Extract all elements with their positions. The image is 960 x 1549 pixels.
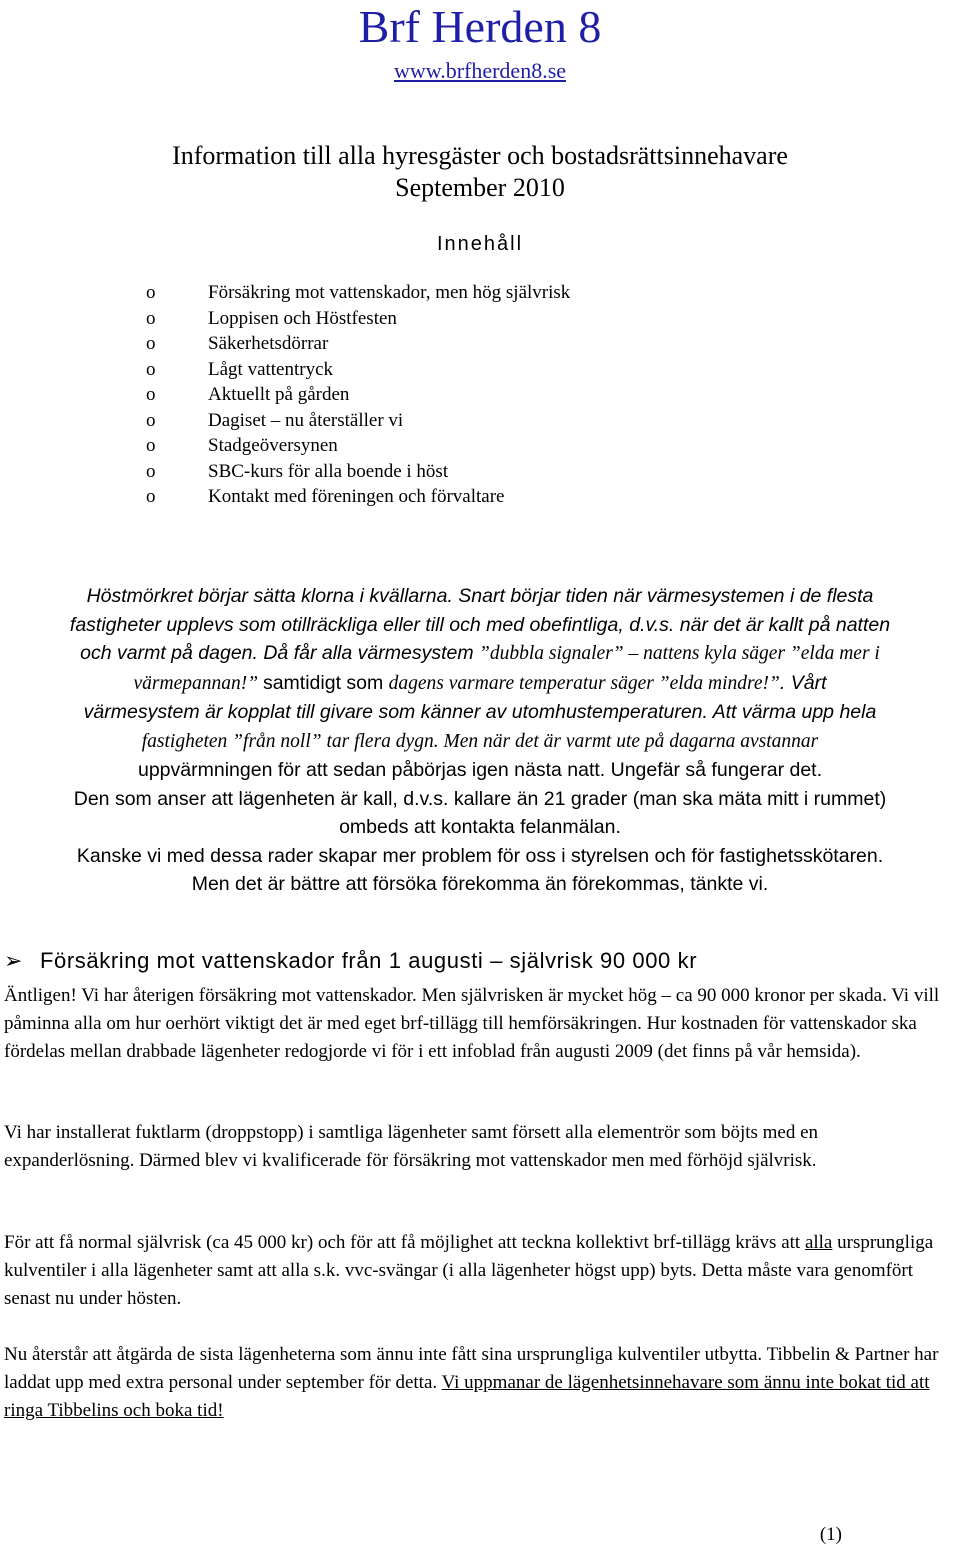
info-date: September 2010	[395, 173, 565, 202]
website-link[interactable]: www.brfherden8.se	[393, 58, 567, 83]
bullet-icon: o	[146, 384, 156, 405]
paragraph-text: Nu återstår att åtgärda de sista lägenheterna som ännu inte fått sina ursprungliga kulventiler utbytta. Tibbelin & Partner har laddat upp med extra personal under september för detta.	[4, 1344, 939, 1393]
toc-item-label: Dagiset – nu återställer vi	[208, 409, 404, 431]
intro-line: Kanske vi med dessa rader skapar mer problem för oss i styrelsen och för fastighetsskötaren.	[76, 844, 884, 867]
intro-line: Men det är bättre att försöka förekomma än förekommas, tänkte vi.	[191, 873, 769, 895]
bullet-icon: o	[146, 460, 156, 482]
arrow-bullet-icon: ➢	[4, 948, 24, 973]
toc-item	[0, 408, 960, 434]
toc-item-label: Kontakt med föreningen och förvaltare	[208, 486, 505, 507]
intro-quote: dagens varmare temperatur säger ”elda mindre!”	[388, 672, 780, 694]
intro-line	[0, 727, 960, 757]
intro-paragraph	[0, 582, 960, 899]
bullet-icon: o	[146, 409, 156, 431]
intro-line: Den som anser att lägenheten är kall, d.v.s. kallare än 21 grader (man ska mäta mitt i rummet)	[73, 787, 887, 810]
intro-line	[0, 639, 960, 669]
paragraph: Vi har installerat fuktlarm (droppstopp) i samtliga lägenheter samt försett alla elementrör som böjts med en expanderlösning. Därmed blev vi kvalificerade för försäkring mot vattenskador men med förhöjd självrisk.	[4, 1122, 819, 1171]
intro-text: och varmt på dagen. Då får alla värmesystem	[80, 642, 479, 664]
intro-line: Höstmörkret börjar sätta klorna i kvällarna. Snart börjar tiden när värmesystemen i de flesta	[86, 585, 874, 607]
bullet-icon: o	[146, 358, 156, 380]
section-heading-text: Försäkring mot vattenskador från 1 augusti – självrisk 90 000 kr	[40, 948, 698, 973]
toc-item	[0, 459, 960, 485]
intro-text: . Vårt	[779, 671, 827, 694]
section-heading	[4, 946, 944, 976]
intro-quote: ”dubbla signaler” – nattens kyla säger ”elda mer i	[479, 643, 880, 664]
underlined-text: Vi uppmanar de lägenhetsinnehavare som ännu inte bokat tid att ringa Tibbelins och boka tid!	[4, 1372, 930, 1421]
toc-item-label: Försäkring mot vattenskador, men hög självrisk	[208, 282, 571, 303]
toc-item	[0, 306, 960, 332]
bullet-icon: o	[146, 486, 156, 507]
intro-line: fastigheter upplevs som otillräckliga eller till och med obefintliga, d.v.s. när det är kallt på natten	[69, 613, 891, 636]
intro-line: ombeds att kontakta felanmälan.	[339, 816, 621, 838]
paragraph-text: ursprungliga kulventiler i alla lägenheter samt att alla s.k. vvc-svängar (i alla lägenheter högst upp) byts. Detta måste vara genomfört senast nu under hösten.	[4, 1232, 934, 1309]
toc-item	[0, 433, 960, 459]
page-title: Brf Herden 8	[358, 1, 602, 52]
intro-quote: fastigheten ”från noll” tar flera dygn.	[141, 730, 444, 752]
intro-quote: värmepannan!”	[133, 672, 263, 694]
intro-quote: Men när det är varmt ute på dagarna avstannar	[443, 730, 819, 752]
toc-item-label: Säkerhetsdörrar	[208, 333, 329, 354]
table-of-contents	[0, 280, 960, 510]
toc-item	[0, 382, 960, 408]
toc-item	[0, 484, 960, 510]
toc-item-label: SBC-kurs för alla boende i höst	[208, 460, 449, 482]
toc-item	[0, 280, 960, 306]
intro-line: uppvärmningen för att sedan påbörjas igen nästa natt. Ungefär så fungerar det.	[137, 759, 823, 781]
toc-item-label: Aktuellt på gården	[208, 384, 350, 405]
underlined-text: alla	[804, 1232, 833, 1253]
toc-item-label: Stadgeöversynen	[208, 435, 338, 456]
intro-text: samtidigt som	[262, 671, 389, 694]
bullet-icon: o	[146, 307, 156, 329]
toc-item	[0, 331, 960, 357]
info-heading: Information till alla hyresgäster och bostadsrättsinnehavare	[172, 141, 788, 170]
intro-line: värmesystem är kopplat till givare som känner av utomhustemperaturen. Att värma upp hela	[83, 701, 877, 723]
bullet-icon: o	[146, 333, 156, 354]
paragraph	[4, 1341, 952, 1425]
intro-line	[0, 669, 960, 699]
paragraph: Äntligen! Vi har återigen försäkring mot vattenskador. Men självrisken är mycket hög – ca 90 000 kronor per skada. Vi vill påminna alla om hur oerhört viktigt det är med eget brf-tillägg till hemförsäkringen. Hur kostnaden för vattenskador ska fördelas mellan drabbade lägenheter redogjorde vi för i ett infoblad från augusti 2009 (det finns på vår hemsida).	[4, 985, 940, 1062]
bullet-icon: o	[146, 282, 156, 303]
toc-item-label: Loppisen och Höstfesten	[208, 307, 397, 329]
toc-item-label: Lågt vattentryck	[208, 358, 334, 380]
bullet-icon: o	[146, 435, 156, 456]
toc-title: Innehåll	[436, 233, 524, 255]
toc-item	[0, 357, 960, 383]
page-number: (1)	[819, 1524, 842, 1545]
paragraph-text: För att få normal självrisk (ca 45 000 kr) och för att få möjlighet att teckna kollektivt brf-tillägg krävs att	[4, 1232, 805, 1253]
paragraph	[4, 1229, 952, 1313]
